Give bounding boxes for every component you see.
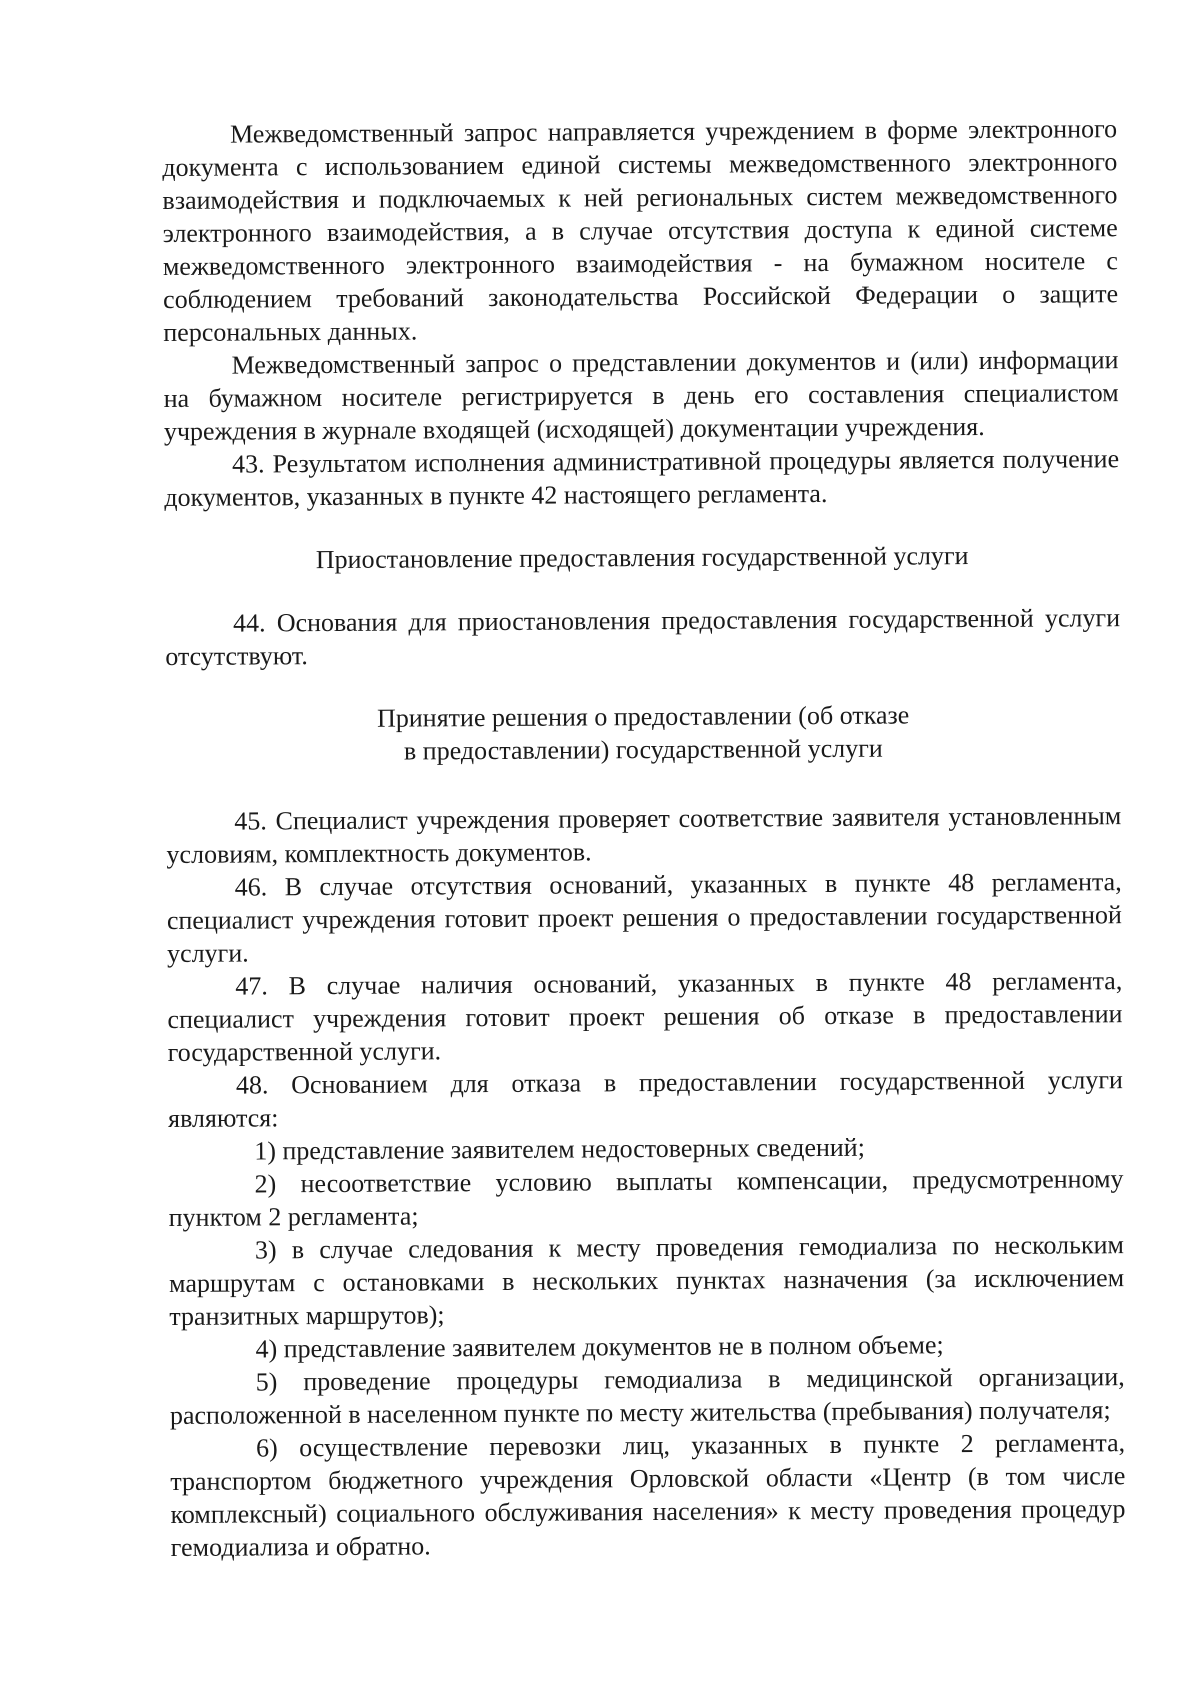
list-item-4: 4) представление заявителем документов не в полном объеме;: [255, 1330, 944, 1364]
paragraph-48: 48. Основанием для отказа в предоставлении государственной услуги являются:: [168, 1065, 1123, 1133]
section-heading-decision: [166, 697, 1121, 769]
list-item-2: 2) несоответствие условию выплаты компенсации, предусмотренному пунктом 2 регламента;: [168, 1164, 1124, 1232]
list-item-1: 1) представление заявителем недостоверных сведений;: [254, 1132, 865, 1166]
section-heading-decision-line-2: в предоставлении) государственной услуги: [403, 733, 883, 766]
paragraph-45: 45. Специалист учреждения проверяет соответствие заявителя установленным условиям, комплектность документов.: [166, 801, 1122, 869]
document-page: [162, 112, 1126, 1564]
paragraph-interagency-request: Межведомственный запрос направляется учреждением в форме электронного документа с использованием единой системы межведомственного электронного взаимодействия и подключаемых к ней региональных систем межведомственного электронного взаимодействия, а в случае отсутствия доступа к единой системе межведомственного электронного взаимодействия - на бумажном носителе с соблюдением требований законодательства Российской Федерации о защите персональных данных.: [162, 114, 1119, 347]
paragraph-46: 46. В случае отсутствия оснований, указанных в пункте 48 регламента, специалист учреждения готовит проект решения о предоставлении государственной услуги.: [166, 867, 1122, 968]
list-item-6: 6) осуществление перевозки лиц, указанных в пункте 2 регламента, транспортом бюджетного учреждения Орловской области «Центр (в том числе комплексный) социального обслуживания населения» к месту проведения процедур гемодиализа и обратно.: [170, 1428, 1126, 1562]
list-item-5: 5) проведение процедуры гемодиализа в медицинской организации, расположенной в населенном пункте по месту жительства (пребывания) получателя;: [169, 1362, 1125, 1430]
list-item-3: 3) в случае следования к месту проведения гемодиализа по нескольким маршрутам с остановками в нескольких пунктах назначения (за исключением транзитных маршрутов);: [169, 1230, 1125, 1331]
section-heading-decision-line-1: Принятие решения о предоставлении (об отказе: [376, 700, 910, 733]
paragraph-request-registration: Межведомственный запрос о представлении документов и (или) информации на бумажном носителе регистрируется в день его составления специалистом учреждения в журнале входящей (исходящей) документации учреждения.: [163, 345, 1119, 446]
paragraph-44: 44. Основания для приостановления предоставления государственной услуги отсутствуют.: [165, 603, 1121, 671]
paragraph-47: 47. В случае наличия оснований, указанных в пункте 48 регламента, специалист учреждения готовит проект решения об отказе в предоставлении государственной услуги.: [167, 966, 1123, 1067]
section-heading-suspension: Приостановление предоставления государственной услуги: [315, 541, 969, 575]
paragraph-43: 43. Результатом исполнения административной процедуры является получение документов, указанных в пункте 42 настоящего регламента.: [164, 444, 1120, 512]
